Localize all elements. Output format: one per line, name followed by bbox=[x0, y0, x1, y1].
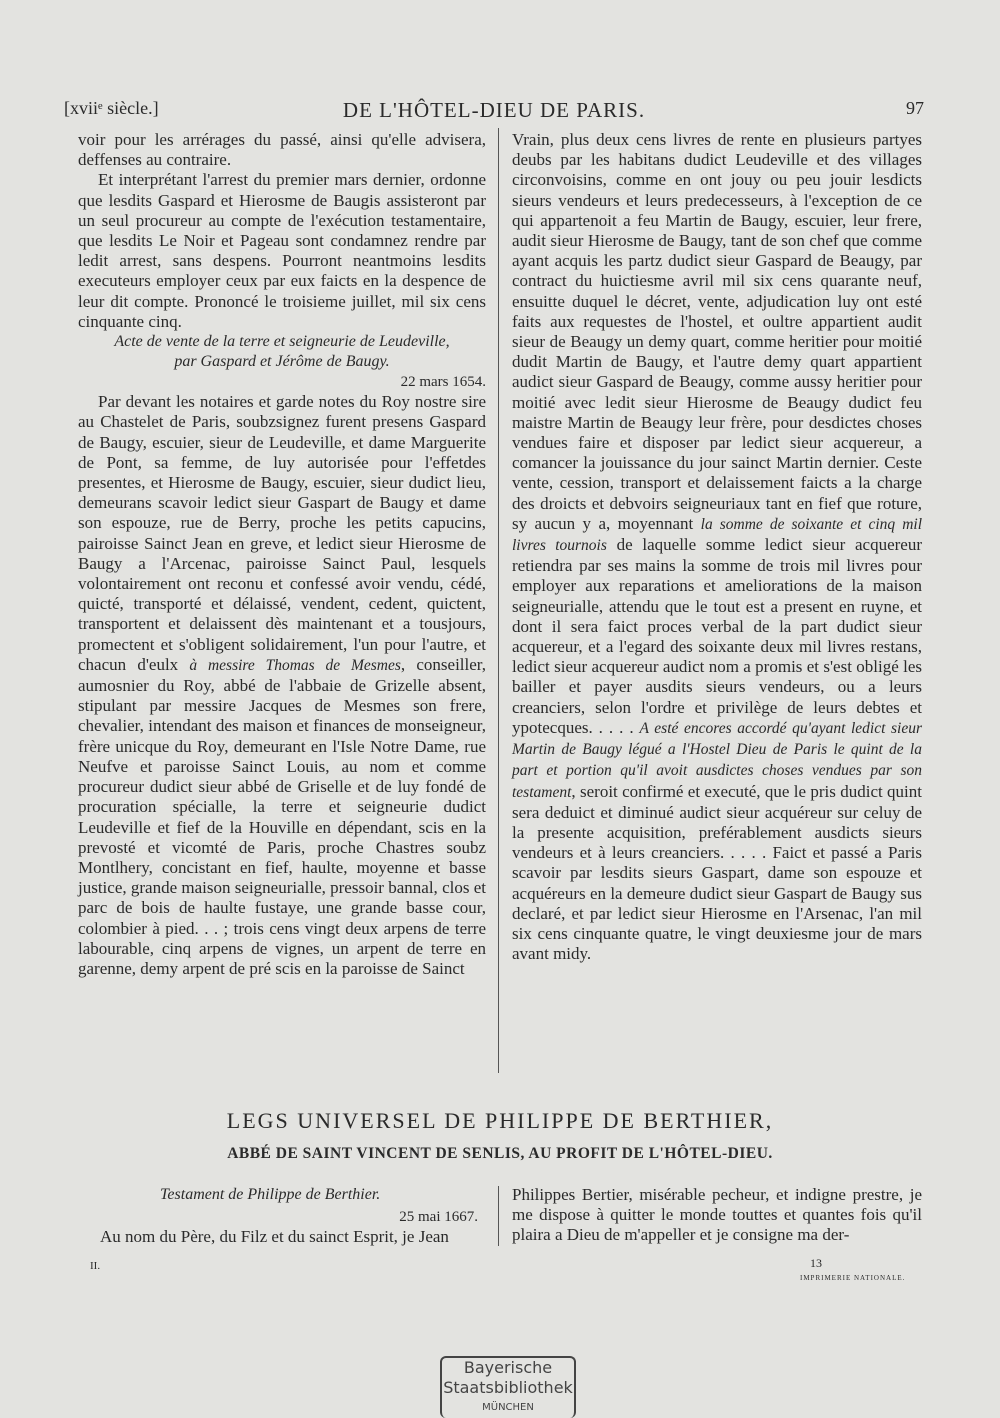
paragraph: Et interprétant l'arrest du premier mars dernier, ordonne que lesdits Gaspard et Hierosme de Baugis assisteront par un seul procureur au compte de l'exécution testamentaire, que lesdits Le Noir et Pageau sont condamnez rendre par ledit arrest, sans despens. Pourront neantmoins lesdits executeurs employer ceux par eux faicts en la despence de leur dit compte. Prononcé le troisieme juillet, mil six cens cinquante cinq. bbox=[78, 170, 486, 331]
library-stamp bbox=[440, 1356, 576, 1418]
act-title: Acte de vente de la terre et seigneurie de Leudeville, bbox=[114, 333, 450, 351]
paragraph: voir pour les arrérages du passé, ainsi qu'elle advisera, deffenses au contraire. bbox=[78, 130, 486, 170]
stamp-line: MÜNCHEN bbox=[482, 1402, 534, 1413]
paragraph bbox=[512, 130, 922, 964]
italic-run: à messire Thomas de Mesmes bbox=[189, 656, 401, 674]
act-date: 22 mars 1654. bbox=[400, 374, 486, 391]
century-label: [xviiᵉ siècle.] bbox=[64, 98, 159, 118]
left-column bbox=[78, 130, 486, 979]
testament-title: Testament de Philippe de Berthier. bbox=[160, 1186, 381, 1203]
column-rule-bottom bbox=[498, 1186, 499, 1246]
stamp-line: Bayerische bbox=[463, 1358, 553, 1377]
section-title: LEGS UNIVERSEL DE PHILIPPE DE BERTHIER, bbox=[226, 1108, 774, 1133]
text-run: Par devant les notaires et garde notes du Roy nostre sire au Chastelet de Paris, soubzsignez furent presens Gaspard de Baugy, escuier, sieur de Leudeville, et dame Marguerite de Pont, sa femme, de luy autorisée pour l'effetdes presentes, et Hierosme de Baugy, escuier, sieur dudict lieu, demeurans scavoir ledict sieur Gaspart de Baugy et dame son espouze, rue de Berry, proche les petits capucins, pairoisse Sainct Jean en greve, et ledict sieur Hierosme de Baugy a l'Arcenac, pairoisse Sainct Paul, lesquels volontairement ont reconu et confessé avoir vendu, cédé, quicté, transporté et délaissé, vendent, cedent, quictent, transportent et delaissent dès maintenant et a tousjours, promectent et s'obligent solidairement, l'un pour l'autre, et chacun d'eulx bbox=[78, 392, 486, 674]
page-number: 97 bbox=[906, 98, 924, 118]
right-column bbox=[512, 130, 922, 964]
running-header bbox=[64, 98, 924, 128]
testament-date: 25 mai 1667. bbox=[399, 1209, 478, 1226]
act-title-line-2: par Gaspard et Jérôme de Baugy. bbox=[174, 353, 390, 371]
running-title: DE L'HÔTEL-DIEU DE PARIS. bbox=[342, 98, 646, 122]
text-run: , seroit confirmé et executé, que le pris dudict quint sera deduict et diminué audict sieur acquéreur sur celuy de la presente acquisition, preférablement ausdicts sieurs vendeurs et à leurs creanciers. . . . . Faict et passé a Paris scavoir par lesdits sieurs Gaspart, dame son espouze et acquéreurs en la demeure dudict sieur Gaspart de Baugy sus declaré, et par ledict sieur Hierosme en l'Arsenac, l'an mil six cens cinquante quatre, le vingt deuxiesme jour de mars avant midy. bbox=[512, 781, 922, 964]
right-column-2 bbox=[512, 1185, 922, 1246]
italic-run: A esté encores accordé qu'ayant ledict sieur Martin de Baugy légué a l'Hostel Dieu de Paris le quint de la part et portion qu'il avoit ausdictes choses vendues par son testament bbox=[512, 719, 922, 801]
left-column-2 bbox=[80, 1185, 486, 1248]
imprint: IMPRIMERIE NATIONALE. bbox=[800, 1274, 906, 1282]
signature-mark-left: II. bbox=[90, 1260, 101, 1272]
paragraph: Au nom du Père, du Filz et du sainct Esprit, je Jean bbox=[100, 1227, 449, 1247]
paragraph bbox=[78, 392, 486, 979]
signature-mark-right: 13 bbox=[810, 1256, 822, 1270]
text-run: , conseiller, aumosnier du Roy, abbé de l'abbaie de Grizelle absent, stipulant par messire Jacques de Mesmes son frere, chevalier, intendant des maison et finances de monseigneur, frère unicque du Roy, demeurant en l'Isle Notre Dame, rue Neufve et paroisse Sainct Louis, au nom et comme procureur dudict sieur abbé de Griselle et de luy fondé de procuration spécialle, la terre et seigneurie dudict Leudeville et fief de la Houville en dépendant, scis en la prevosté et vicomté de Paris, proche Chastres soubz Montlhery, concistant en fief, haulte, moyenne et basse justice, grande maison seigneurialle, pressoir bannal, clos et parc de bois de haulte fustaye, une grande basse cour, colombier à pied. . . ; trois cens vingt deux arpens de terre labourable, cinq arpens de vignes, un arpent de terre en garenne, demy arpent de pré scis en la paroisse de Sainct bbox=[78, 654, 487, 978]
text-run: Vrain, plus deux cens livres de rente en plusieurs partyes deubs par les habitans dudict Leudeville et des villages circonvoisins, comme en ont jouy ou peu jouir lesdicts sieurs vendeurs et leurs predecesseurs, à l'exception de ce qui appartenoit a feu Martin de Baugy, escuier, leur frere, audit sieur Hierosme de Baugy, tant de son chef que comme ayant acquis les partz dudict sieur Gaspard de Beaugy, par contract du huictiesme avril mil six cens quarante neuf, ensuitte duquel le décret, vente, adjudication luy ont esté faits aux requestes de l'hostel, et oultre appartient audit sieur de Beaugy un demy quart, comme heritier pour moitié dudit Martin de Baugy, et l'autre demy quart appartient audict sieur Gaspard de Beaugy, comme aussy heritier pour moitié avec ledit sieur Hierosme de Beaugy dudict feu maistre Martin de Beaugy leur frère, pour desdictes choses vendues faire et disposer par ledict sieur acquereur, a comancer la jouissance du jour sainct Martin dernier. Ceste vente, cession, transport et delaissement faicts a la charge des droicts et debvoirs seigneuriaux tant en fief que roture, sy aucun y a, moyennant bbox=[512, 130, 922, 533]
italic-run: la somme de soixante et cinq mil livres tournois bbox=[512, 515, 922, 555]
column-rule-top bbox=[498, 128, 499, 1073]
text-run: de laquelle somme ledict sieur acquereur retiendra par ses mains la somme de trois mil livres pour employer aux reparations et ameliorations de la maison seigneurialle, attendu que le tout est a present en ruyne, et dont il sera faict proces verbal de la part dudict sieur acquereur, et a l'egard des soixante deux mil livres restans, ledict sieur acquereur audict nom a promis et s'est obligé les bailler et payer ausdits sieurs vendeurs, ou a leurs creanciers, selon l'ordre et privilège de leurs debtes et ypotecques. . . . . bbox=[512, 535, 922, 737]
stamp-line: Staatsbibliothek bbox=[443, 1378, 573, 1397]
paragraph: Philippes Bertier, misérable pecheur, et indigne prestre, je me dispose à quitter le monde touttes et quantes fois qu'il plaira a Dieu de m'appeller et je consigne ma der- bbox=[512, 1185, 922, 1245]
section-subtitle: ABBÉ DE SAINT VINCENT DE SENLIS, AU PROFIT DE L'HÔTEL-DIEU. bbox=[227, 1145, 773, 1162]
